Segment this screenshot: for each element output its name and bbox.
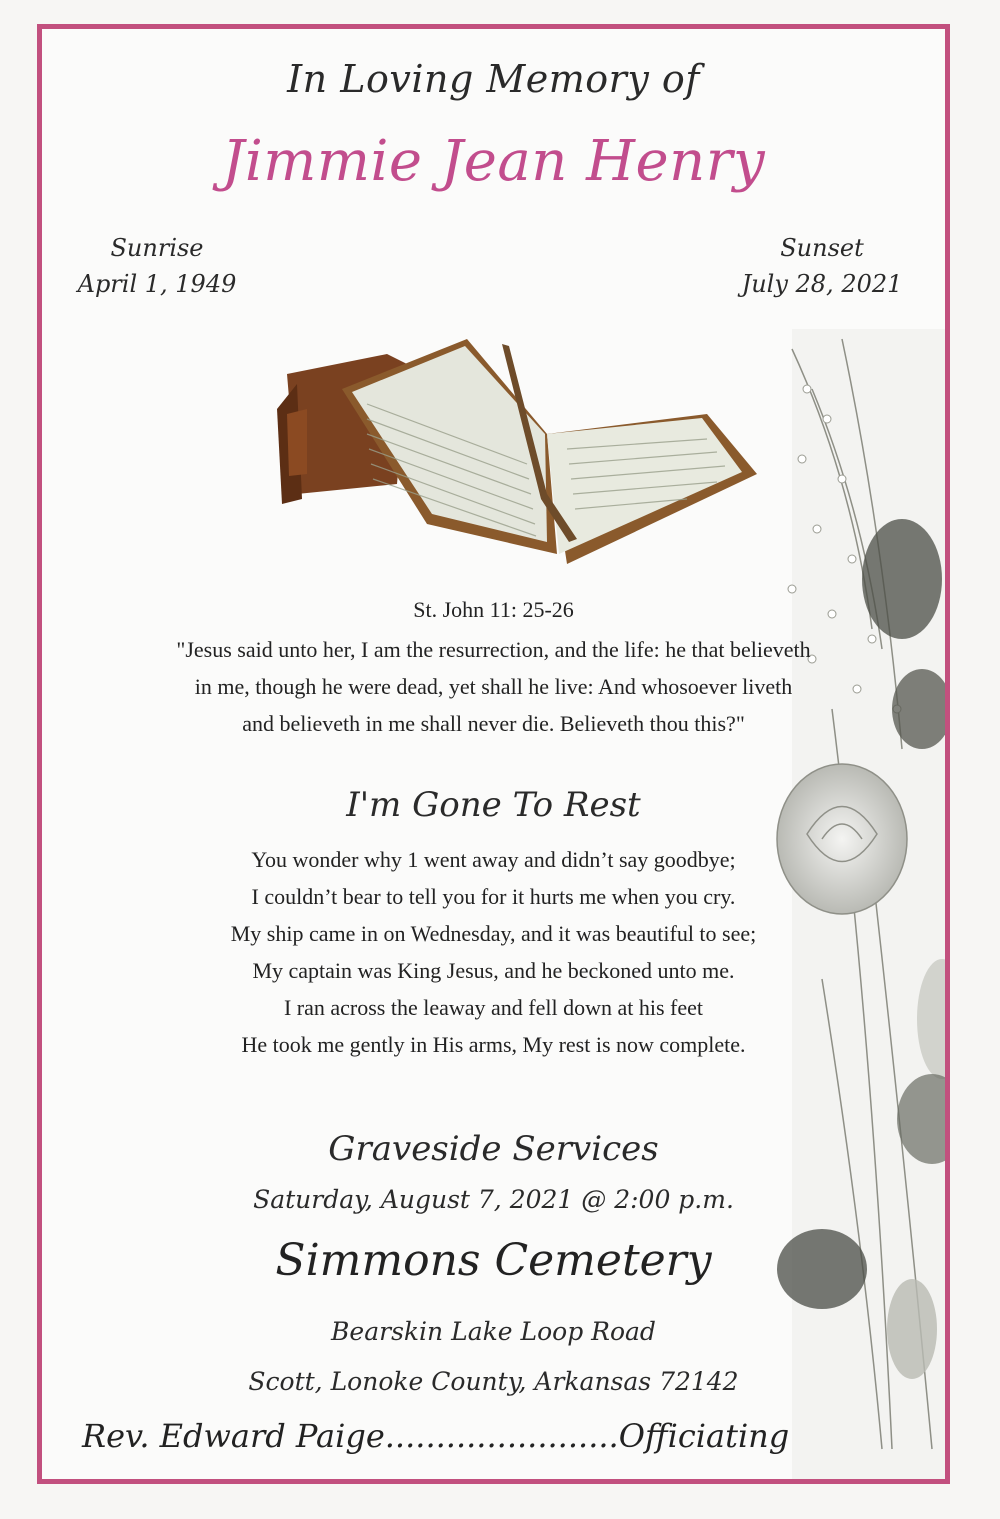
- scripture-reference: St. John 11: 25-26: [413, 597, 574, 622]
- poem-line: My ship came in on Wednesday, and it was beautiful to see;: [230, 921, 757, 946]
- cemetery-road: Bearskin Lake Loop Road: [331, 1317, 656, 1346]
- poem-line: I couldn’t bear to tell you for it hurts me when you cry.: [251, 884, 736, 909]
- sunrise-block: [47, 234, 267, 306]
- service-title: Graveside Services: [328, 1129, 659, 1169]
- sunset-date: July 28, 2021: [741, 270, 903, 298]
- memorial-card: [37, 24, 950, 1484]
- sunrise-label: Sunrise: [110, 234, 204, 262]
- poem-text: [42, 841, 945, 1063]
- poem-line: He took me gently in His arms, My rest is now complete.: [241, 1032, 746, 1057]
- poem-line: I ran across the leaway and fell down at his feet: [283, 995, 704, 1020]
- cemetery-city: Scott, Lonoke County, Arkansas 72142: [248, 1367, 739, 1396]
- officiant-line: Rev. Edward Paige.......................Officiating: [82, 1417, 790, 1455]
- service-datetime: Saturday, August 7, 2021 @ 2:00 p.m.: [253, 1185, 734, 1214]
- sunset-block: [712, 234, 932, 306]
- poem-line: You wonder why 1 went away and didn’t say goodbye;: [251, 847, 736, 872]
- cemetery-name: Simmons Cemetery: [275, 1235, 712, 1286]
- deceased-name: Jimmie Jean Henry: [221, 129, 766, 194]
- scripture-line: in me, though he were dead, yet shall he live: And whosoever liveth: [194, 674, 793, 699]
- open-bible-illustration: [247, 314, 767, 584]
- memorial-heading: In Loving Memory of: [287, 57, 700, 101]
- scripture-text: [42, 631, 945, 742]
- sunset-label: Sunset: [780, 234, 864, 262]
- poem-title: I'm Gone To Rest: [346, 785, 641, 825]
- scripture-line: "Jesus said unto her, I am the resurrection, and the life: he that believeth: [176, 637, 811, 662]
- sunrise-date: April 1, 1949: [77, 270, 237, 298]
- poem-line: My captain was King Jesus, and he beckoned unto me.: [252, 958, 735, 983]
- scripture-line: and believeth in me shall never die. Believeth thou this?": [242, 711, 745, 736]
